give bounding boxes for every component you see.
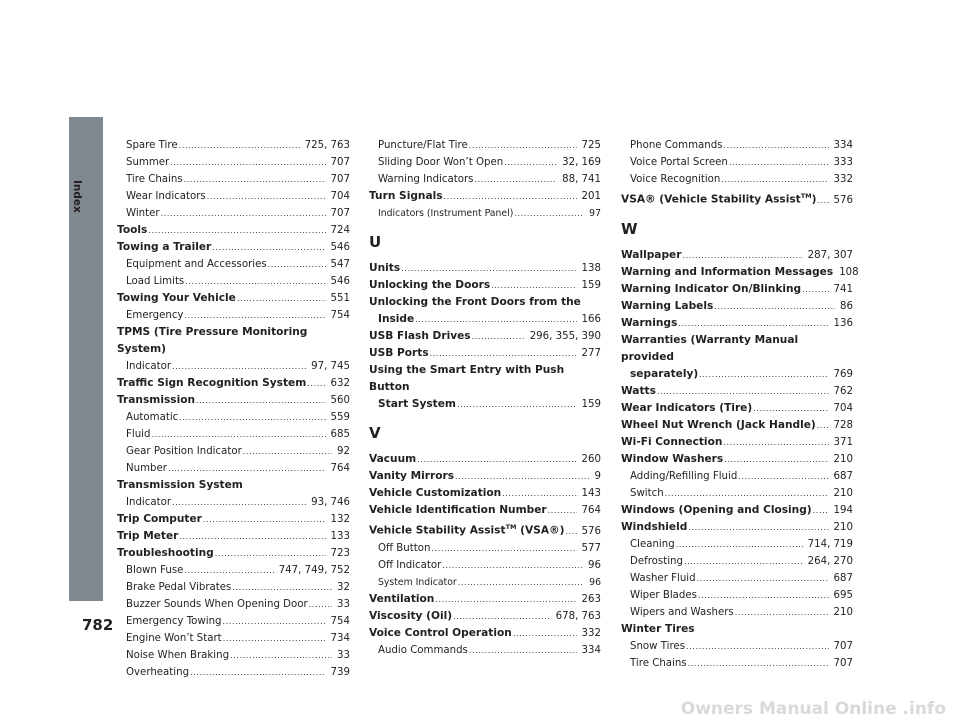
- index-entry[interactable]: Equipment and Accessories ..... 547: [117, 256, 350, 273]
- index-entry[interactable]: Spare Tire ..... 725, 763: [117, 137, 350, 154]
- index-entry[interactable]: Troubleshooting ..... 723: [117, 545, 350, 562]
- index-entry[interactable]: Switch ..... 210: [621, 485, 853, 502]
- index-entry[interactable]: Warning and Information Messages 108: [621, 265, 859, 278]
- letter-heading-v: V: [369, 424, 381, 442]
- index-entry[interactable]: Window Washers ..... 210: [621, 451, 853, 468]
- index-entry[interactable]: Ventilation ..... 263: [369, 591, 601, 608]
- index-entry[interactable]: Tire Chains ..... 707: [621, 655, 853, 672]
- index-entry[interactable]: Vehicle Customization ..... 143: [369, 485, 601, 502]
- index-entry[interactable]: Voice Control Operation ..... 332: [369, 625, 601, 642]
- index-entry[interactable]: Automatic ..... 559: [117, 409, 350, 426]
- index-entry[interactable]: Summer ..... 707: [117, 154, 350, 171]
- index-entry[interactable]: Wear Indicators (Tire) ..... 704: [621, 400, 853, 417]
- watermark-logo: Owners Manual Online .info: [680, 699, 946, 719]
- index-entry[interactable]: Unlocking the Doors ..... 159: [369, 277, 601, 294]
- index-column-2: [369, 137, 601, 659]
- index-entry[interactable]: Snow Tires ..... 707: [621, 638, 853, 655]
- letter-heading-w: W: [621, 219, 638, 238]
- index-entry[interactable]: Tools ..... 724: [117, 222, 350, 239]
- index-entry[interactable]: Turn Signals ..... 201: [369, 188, 601, 205]
- letter-heading-u: U: [369, 233, 382, 251]
- index-entry-line: Warranties (Warranty Manual provided: [621, 333, 799, 363]
- index-entry[interactable]: Engine Won’t Start ..... 734: [117, 630, 350, 647]
- index-entry[interactable]: Vanity Mirrors ..... 9: [369, 468, 601, 485]
- index-entry[interactable]: Wear Indicators ..... 704: [117, 188, 350, 205]
- index-entry-line: Using the Smart Entry with Push Button: [369, 364, 565, 393]
- index-entry[interactable]: Tire Chains ..... 707: [117, 171, 350, 188]
- index-entry[interactable]: Wipers and Washers ..... 210: [621, 604, 853, 621]
- index-entry[interactable]: Indicators (Instrument Panel) ..... 97: [369, 205, 601, 222]
- index-entry[interactable]: Puncture/Flat Tire ..... 725: [369, 137, 601, 154]
- index-entry[interactable]: USB Ports ..... 277: [369, 345, 601, 362]
- index-entry[interactable]: Voice Portal Screen ..... 333: [621, 154, 853, 171]
- index-entry[interactable]: Sliding Door Won’t Open ..... 32, 169: [369, 154, 601, 171]
- index-entry[interactable]: Blown Fuse ..... 747, 749, 752: [117, 562, 350, 579]
- index-entry[interactable]: Viscosity (Oil) ..... 678, 763: [369, 608, 601, 625]
- index-entry[interactable]: Phone Commands ..... 334: [621, 137, 853, 154]
- index-entry[interactable]: Towing Your Vehicle ..... 551: [117, 290, 350, 307]
- index-entry-heading: TPMS (Tire Pressure Monitoring System): [117, 326, 308, 355]
- index-entry[interactable]: Towing a Trailer ..... 546: [117, 239, 350, 256]
- index-entry[interactable]: Overheating ..... 739: [117, 664, 350, 681]
- index-entry[interactable]: Wheel Nut Wrench (Jack Handle) ..... 728: [621, 417, 853, 434]
- index-entry[interactable]: Windshield ..... 210: [621, 519, 853, 536]
- index-entry[interactable]: Vacuum ..... 260: [369, 451, 601, 468]
- index-entry[interactable]: System Indicator ..... 96: [369, 574, 601, 591]
- index-entry[interactable]: Trip Computer ..... 132: [117, 511, 350, 528]
- index-entry[interactable]: Traffic Sign Recognition System ..... 632: [117, 375, 350, 392]
- index-entry[interactable]: Fluid ..... 685: [117, 426, 350, 443]
- index-entry[interactable]: Warning Indicators ..... 88, 741: [369, 171, 601, 188]
- index-entry-heading: Winter Tires: [621, 622, 695, 635]
- index-entry[interactable]: Cleaning ..... 714, 719: [621, 536, 853, 553]
- index-entry[interactable]: Indicator ..... 93, 746: [117, 494, 350, 511]
- index-entry[interactable]: Defrosting ..... 264, 270: [621, 553, 853, 570]
- index-entry[interactable]: Warning Labels ..... 86: [621, 298, 853, 315]
- index-entry[interactable]: Wallpaper ..... 287, 307: [621, 247, 853, 264]
- index-entry[interactable]: Wiper Blades ..... 695: [621, 587, 853, 604]
- index-entry[interactable]: Load Limits ..... 546: [117, 273, 350, 290]
- index-entry[interactable]: Audio Commands ..... 334: [369, 642, 601, 659]
- index-entry[interactable]: Washer Fluid ..... 687: [621, 570, 853, 587]
- index-entry[interactable]: Brake Pedal Vibrates ..... 32: [117, 579, 350, 596]
- index-entry[interactable]: Emergency Towing ..... 754: [117, 613, 350, 630]
- index-entry[interactable]: Inside ..... 166: [369, 311, 601, 328]
- index-column-3: [621, 137, 859, 672]
- index-entry[interactable]: Indicator ..... 97, 745: [117, 358, 350, 375]
- index-entry[interactable]: Vehicle Stability Assist™ (VSA®) ..... 576: [369, 519, 601, 540]
- index-entry[interactable]: Off Indicator ..... 96: [369, 557, 601, 574]
- index-entry[interactable]: Adding/Refilling Fluid ..... 687: [621, 468, 853, 485]
- index-entry[interactable]: Off Button ..... 577: [369, 540, 601, 557]
- index-entry[interactable]: Windows (Opening and Closing) ..... 194: [621, 502, 853, 519]
- index-entry-heading: Transmission System: [117, 479, 243, 491]
- index-entry[interactable]: Wi-Fi Connection ..... 371: [621, 434, 853, 451]
- index-entry[interactable]: Winter ..... 707: [117, 205, 350, 222]
- index-entry[interactable]: Buzzer Sounds When Opening Door ..... 33: [117, 596, 350, 613]
- index-entry[interactable]: separately) ..... 769: [621, 366, 853, 383]
- index-entry[interactable]: Voice Recognition ..... 332: [621, 171, 853, 188]
- index-entry[interactable]: Warning Indicator On/Blinking ..... 741: [621, 281, 853, 298]
- index-entry[interactable]: USB Flash Drives ..... 296, 355, 390: [369, 328, 601, 345]
- index-entry-line: Unlocking the Front Doors from the: [369, 296, 581, 308]
- index-entry[interactable]: Noise When Braking ..... 33: [117, 647, 350, 664]
- index-entry[interactable]: Start System ..... 159: [369, 396, 601, 413]
- index-entry[interactable]: Emergency ..... 754: [117, 307, 350, 324]
- index-entry[interactable]: Transmission ..... 560: [117, 392, 350, 409]
- index-tab-label: Index: [71, 180, 83, 213]
- index-entry[interactable]: Trip Meter ..... 133: [117, 528, 350, 545]
- index-entry[interactable]: Watts ..... 762: [621, 383, 853, 400]
- index-entry[interactable]: Units ..... 138: [369, 260, 601, 277]
- page-number: 782: [82, 616, 114, 634]
- index-entry[interactable]: Warnings ..... 136: [621, 315, 853, 332]
- index-column-1: [117, 137, 350, 681]
- index-entry[interactable]: VSA® (Vehicle Stability Assist™) ..... 576: [621, 188, 853, 209]
- index-entry[interactable]: Gear Position Indicator ..... 92: [117, 443, 350, 460]
- index-entry[interactable]: Vehicle Identification Number ..... 764: [369, 502, 601, 519]
- index-entry[interactable]: Number ..... 764: [117, 460, 350, 477]
